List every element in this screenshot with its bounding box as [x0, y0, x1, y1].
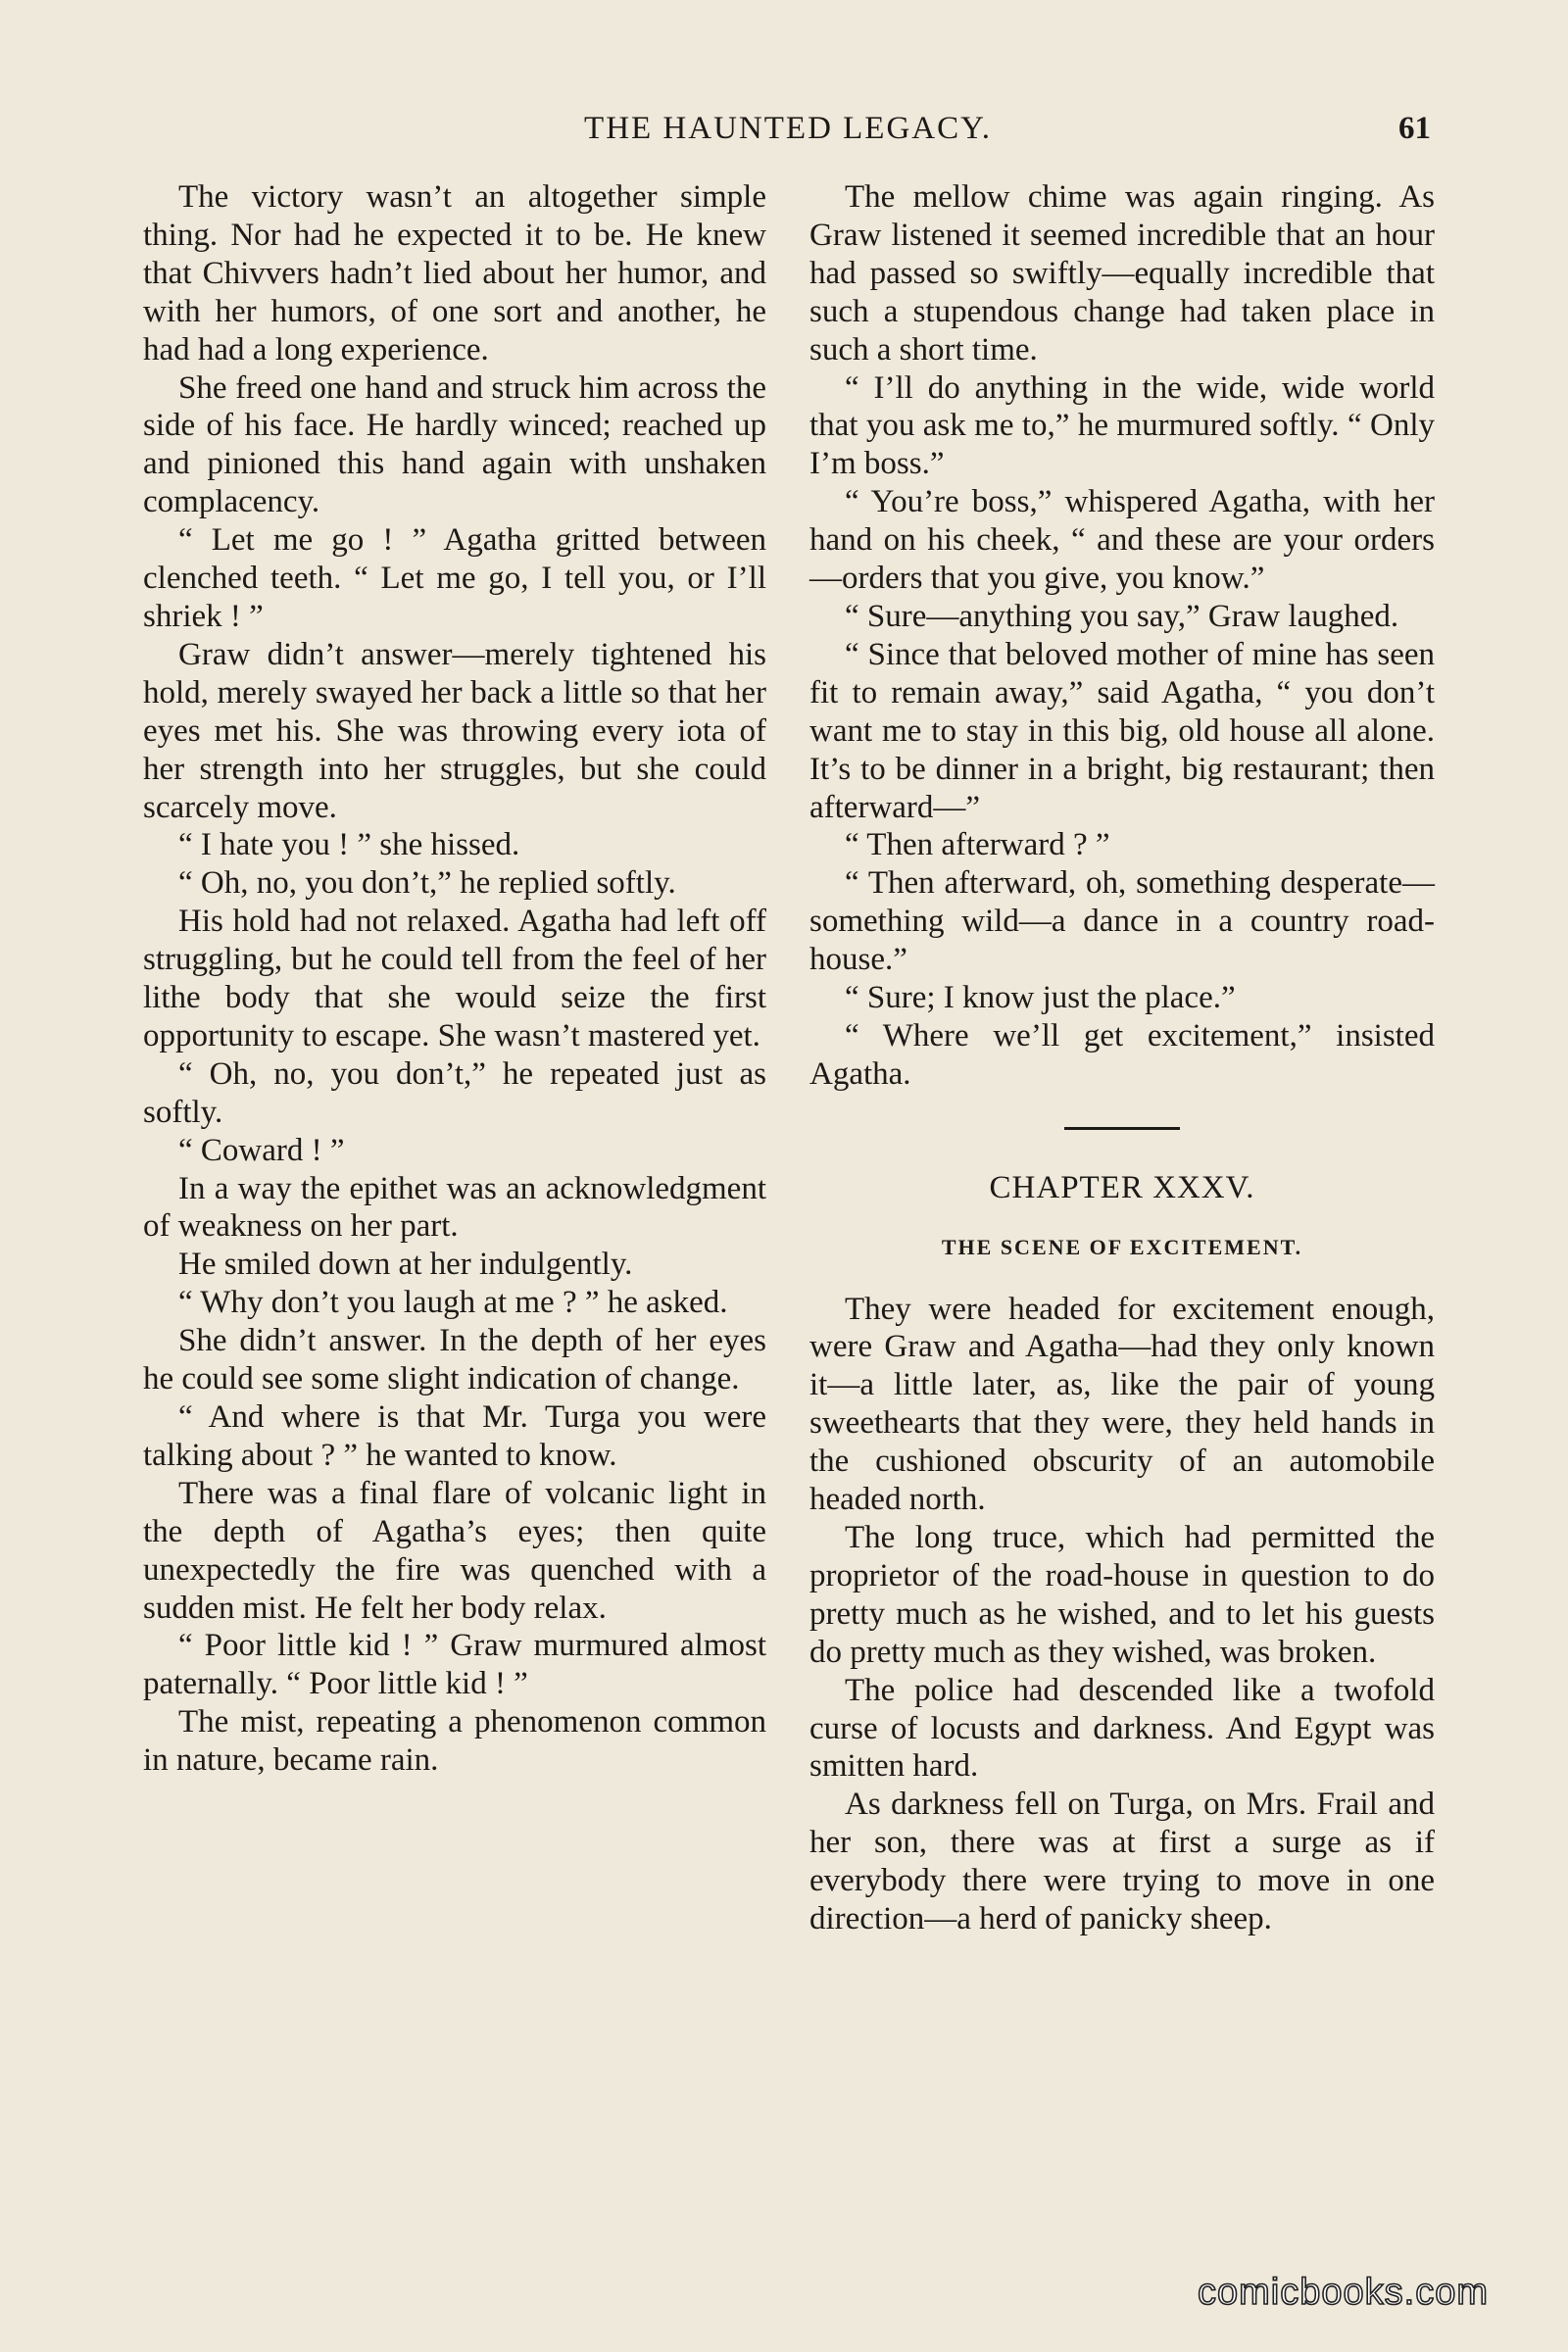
paragraph: “ And where is that Mr. Turga you were talking about ? ” he wanted to know.: [143, 1399, 766, 1473]
left-column: [143, 178, 766, 1780]
section-divider: [1064, 1127, 1180, 1130]
paragraph: “ You’re boss,” whispered Agatha, with her hand on his cheek, “ and these are your orders—orders that you give, you know.”: [809, 484, 1435, 597]
paragraph: As darkness fell on Turga, on Mrs. Frail and her son, there was at first a surge as if everybody there were trying to move in one direction—a herd of panicky sheep.: [809, 1787, 1435, 1937]
paragraph: She freed one hand and struck him across the side of his face. He hardly winced; reached up and pinioned this hand again with unshaken complacency.: [143, 369, 766, 520]
paragraph: “ Poor little kid ! ” Graw murmured almost paternally. “ Poor little kid ! ”: [143, 1628, 766, 1702]
chapter-heading: CHAPTER XXXV.: [989, 1169, 1255, 1205]
right-column: [809, 178, 1435, 1938]
page-number: 61: [1398, 111, 1431, 146]
paragraph: “ Let me go ! ” Agatha gritted between clenched teeth. “ Let me go, I tell you, or I’ll shriek ! ”: [143, 522, 766, 634]
paragraph: “ I’ll do anything in the wide, wide world that you ask me to,” he murmured softly. “ Only I’m boss.”: [809, 369, 1435, 482]
paragraph: The mellow chime was again ringing. As Graw listened it seemed incredible that an hour had passed so swiftly—equally incredible that such a stupendous change had taken place in such a short time.: [809, 179, 1435, 368]
watermark: comicbooks.com: [1198, 2272, 1489, 2313]
paragraph: The long truce, which had permitted the proprietor of the road-house in question to do pretty much as he wished, and to let his guests do pretty much as they wished, was broken.: [809, 1520, 1435, 1670]
paragraph: “ Where we’ll get excitement,” insisted Agatha.: [809, 1017, 1435, 1092]
paragraph: The mist, repeating a phenomenon common in nature, became rain.: [143, 1704, 766, 1779]
paragraph: In a way the epithet was an acknowledgment of weakness on her part.: [143, 1170, 766, 1245]
paragraph: “ Sure—anything you say,” Graw laughed.: [845, 598, 1399, 634]
paragraph: “ I hate you ! ” she hissed.: [178, 827, 520, 863]
paragraph: “ Since that beloved mother of mine has seen fit to remain away,” said Agatha, “ you don’t want me to stay in this big, old house all alone. It’s to be dinner in a bright, big restaurant; then afterward—”: [809, 636, 1435, 825]
paragraph: There was a final flare of volcanic light in the depth of Agatha’s eyes; then quite unexpectedly the fire was quenched with a sudden mist. He felt her body relax.: [143, 1475, 766, 1626]
paragraph: “ Why don’t you laugh at me ? ” he asked.: [178, 1285, 728, 1321]
paragraph: They were headed for excitement enough, were Graw and Agatha—had they only known it—a little later, as, like the pair of young sweethearts that they were, they held hands in the cushioned obscurity of an automobile headed north.: [809, 1291, 1435, 1518]
paragraph: The victory wasn’t an altogether simple thing. Nor had he expected it to be. He knew that Chivvers hadn’t lied about her humor, and with her humors, of one sort and another, he had had a long experience.: [143, 179, 766, 368]
paragraph: The police had descended like a twofold curse of locusts and darkness. And Egypt was smitten hard.: [809, 1672, 1435, 1785]
chapter-subtitle: THE SCENE OF EXCITEMENT.: [941, 1234, 1303, 1259]
paragraph: “ Oh, no, you don’t,” he replied softly.: [178, 865, 676, 902]
running-title: THE HAUNTED LEGACY.: [584, 111, 992, 146]
paragraph: He smiled down at her indulgently.: [178, 1247, 633, 1283]
paragraph: “ Coward ! ”: [178, 1132, 345, 1168]
paragraph: Graw didn’t answer—merely tightened his hold, merely swayed her back a little so that her eyes met his. She was throwing every iota of her strength into her struggles, but she could scarcely move.: [143, 636, 766, 825]
paragraph: She didn’t answer. In the depth of her eyes he could see some slight indication of change.: [143, 1323, 766, 1397]
paragraph: “ Oh, no, you don’t,” he repeated just as softly.: [143, 1055, 766, 1130]
running-header: [145, 104, 1431, 153]
paragraph: “ Then afterward ? ”: [845, 827, 1110, 863]
paragraph: “ Then afterward, oh, something desperate—something wild—a dance in a country road-house.”: [809, 865, 1435, 978]
paragraph: His hold had not relaxed. Agatha had left off struggling, but he could tell from the feel of her lithe body that she would seize the first opportunity to escape. She wasn’t mastered yet.: [143, 904, 766, 1054]
paragraph: “ Sure; I know just the place.”: [845, 980, 1236, 1016]
